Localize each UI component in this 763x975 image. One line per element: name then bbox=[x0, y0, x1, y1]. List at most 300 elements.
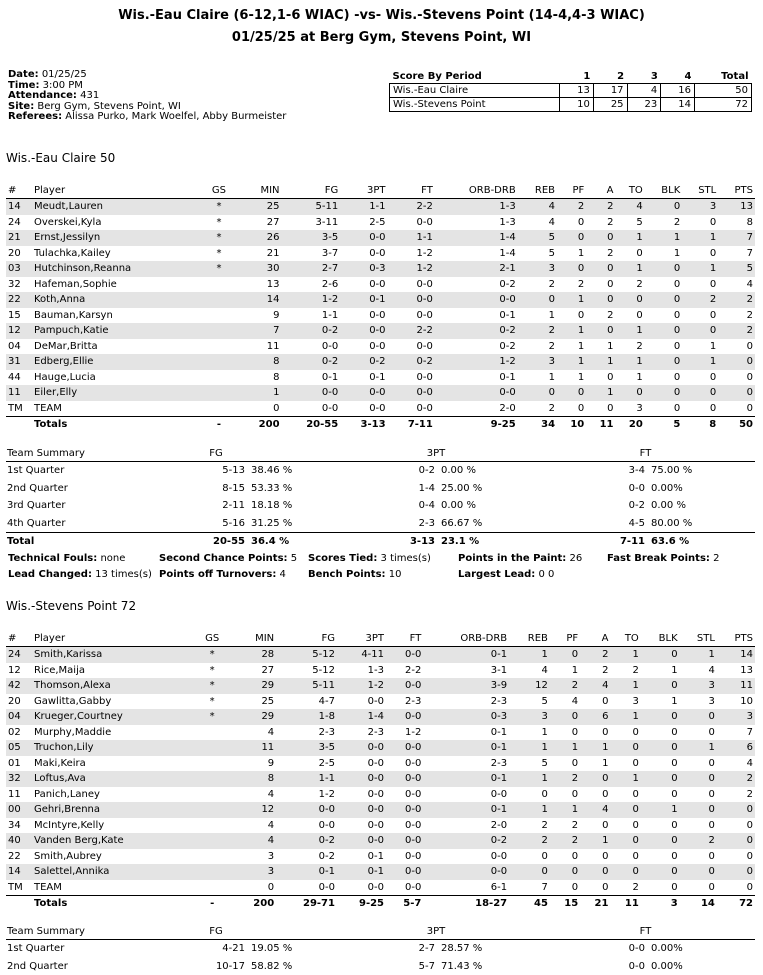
stat-cell: 1 bbox=[682, 339, 718, 355]
period-header-cell: Score By Period bbox=[390, 70, 560, 84]
stat-cell: 0-0 bbox=[276, 880, 337, 896]
column-header: REB bbox=[518, 182, 557, 199]
stat-cell: 0 bbox=[645, 292, 683, 308]
stat-cell: 1 bbox=[550, 740, 580, 756]
stat-cell: 3 bbox=[615, 401, 644, 417]
stat-cell: 01 bbox=[6, 756, 32, 772]
period-cell: 50 bbox=[695, 84, 752, 98]
stat-cell: 2-0 bbox=[435, 401, 518, 417]
stat-cell: 3 bbox=[717, 709, 755, 725]
stat-cell: 0-0 bbox=[388, 370, 435, 386]
stat-cell: 8 bbox=[234, 771, 276, 787]
stat-cell: 0-2 bbox=[276, 849, 337, 865]
stat-cell: 0 bbox=[641, 678, 680, 694]
stat-cell: 4 bbox=[234, 833, 276, 849]
stat-cell: 0-1 bbox=[340, 292, 387, 308]
period-cell: 10 bbox=[560, 98, 594, 112]
stat-cell bbox=[197, 323, 241, 339]
stat-cell: 9 bbox=[241, 308, 282, 324]
stat-cell: 3 bbox=[234, 864, 276, 880]
stat-cell: 1 bbox=[682, 261, 718, 277]
stat-cell bbox=[190, 725, 234, 741]
stat-cell: 2 bbox=[550, 818, 580, 834]
column-header: MIN bbox=[241, 182, 282, 199]
team1-box-score bbox=[6, 182, 755, 433]
totals-cell: 29-71 bbox=[276, 896, 337, 912]
stat-cell: 4-11 bbox=[337, 647, 386, 663]
stat-cell: 0-0 bbox=[337, 740, 386, 756]
column-header: 3PT bbox=[337, 630, 386, 647]
column-header: A bbox=[580, 630, 610, 647]
stat-cell: 1-2 bbox=[435, 354, 518, 370]
stat-cell: 0-1 bbox=[423, 647, 509, 663]
stat-cell: 20 bbox=[6, 246, 32, 262]
stat-cell: 7 bbox=[718, 246, 755, 262]
stat-cell: 0-0 bbox=[388, 308, 435, 324]
stat-cell: 12 bbox=[6, 663, 32, 679]
stat-cell: 0 bbox=[557, 261, 586, 277]
stat-cell bbox=[190, 833, 234, 849]
site-label: Site: bbox=[8, 101, 34, 112]
totals-cell: 200 bbox=[241, 417, 282, 433]
summary-cell: 4-5 bbox=[536, 515, 646, 533]
fast-break-label: Fast Break Points: bbox=[607, 553, 710, 564]
stat-cell: 3 bbox=[234, 849, 276, 865]
stat-cell: 1-2 bbox=[386, 725, 423, 741]
stat-cell: 2 bbox=[586, 215, 615, 231]
stat-cell: Rice,Maija bbox=[32, 663, 190, 679]
stat-cell: 21 bbox=[6, 230, 32, 246]
stat-cell: 0-0 bbox=[337, 771, 386, 787]
totals-cell: - bbox=[197, 417, 241, 433]
stat-cell: 28 bbox=[234, 647, 276, 663]
stat-cell: 1 bbox=[580, 756, 610, 772]
summary-cell: 25.00 % bbox=[436, 480, 536, 498]
stat-cell: 0 bbox=[718, 370, 755, 386]
stat-cell: 0 bbox=[641, 849, 680, 865]
stat-cell: 1 bbox=[557, 292, 586, 308]
stat-cell: 2 bbox=[580, 663, 610, 679]
stat-cell: 1 bbox=[610, 709, 640, 725]
stat-cell: 0-0 bbox=[386, 756, 423, 772]
stat-cell: 0 bbox=[550, 787, 580, 803]
stat-cell bbox=[197, 339, 241, 355]
page-subtitle: 01/25/25 at Berg Gym, Stevens Point, WI bbox=[0, 30, 763, 45]
player-row bbox=[6, 370, 755, 386]
stat-cell: 2-5 bbox=[340, 215, 387, 231]
stat-cell: 1-2 bbox=[388, 261, 435, 277]
attendance-value: 431 bbox=[80, 90, 99, 101]
stat-cell: 20 bbox=[6, 694, 32, 710]
stat-cell: 0-0 bbox=[276, 802, 337, 818]
stat-cell: 0 bbox=[641, 725, 680, 741]
stat-cell: 0-1 bbox=[423, 802, 509, 818]
stat-cell: 0 bbox=[645, 308, 683, 324]
player-row bbox=[6, 292, 755, 308]
referees-label: Referees: bbox=[8, 111, 62, 122]
stat-cell: 0-0 bbox=[337, 787, 386, 803]
summary-total-cell: 36.4 % bbox=[246, 533, 336, 551]
stat-cell: 0 bbox=[680, 880, 717, 896]
period-header-cell: 1 bbox=[560, 70, 594, 84]
stat-cell: 0-0 bbox=[276, 818, 337, 834]
stat-cell: 1 bbox=[550, 802, 580, 818]
team2-summary bbox=[6, 924, 755, 975]
summary-cell: 0-0 bbox=[536, 480, 646, 498]
stat-cell: TM bbox=[6, 880, 32, 896]
stat-cell: 4-7 bbox=[276, 694, 337, 710]
stat-cell: 11 bbox=[234, 740, 276, 756]
stat-cell bbox=[197, 277, 241, 293]
second-chance-value: 5 bbox=[291, 553, 297, 564]
stat-cell: 1 bbox=[645, 246, 683, 262]
stat-cell: 1 bbox=[586, 339, 615, 355]
stat-cell: 1 bbox=[610, 647, 640, 663]
stat-cell: 32 bbox=[6, 277, 32, 293]
stat-cell: 1 bbox=[241, 385, 282, 401]
column-header: FT bbox=[386, 630, 423, 647]
stat-cell bbox=[190, 849, 234, 865]
stat-cell: 1-1 bbox=[282, 308, 341, 324]
stat-cell: 8 bbox=[718, 215, 755, 231]
stat-cell: 22 bbox=[6, 292, 32, 308]
stat-cell: 4 bbox=[234, 818, 276, 834]
stat-cell: 0-0 bbox=[340, 246, 387, 262]
summary-total-cell: 63.6 % bbox=[646, 533, 755, 551]
stat-cell: 1 bbox=[580, 833, 610, 849]
stat-cell: 3-7 bbox=[282, 246, 341, 262]
stat-cell: 11 bbox=[6, 787, 32, 803]
period-cell: 4 bbox=[627, 84, 661, 98]
stat-cell: 1 bbox=[641, 802, 680, 818]
summary-row bbox=[6, 958, 755, 975]
stat-cell: 0-1 bbox=[435, 308, 518, 324]
stat-cell: 0-0 bbox=[423, 849, 509, 865]
stat-cell: 0 bbox=[682, 401, 718, 417]
totals-cell: 10 bbox=[557, 417, 586, 433]
stat-cell bbox=[190, 880, 234, 896]
column-header: GS bbox=[197, 182, 241, 199]
stat-cell: 1 bbox=[641, 694, 680, 710]
stat-cell: 0 bbox=[518, 292, 557, 308]
player-row bbox=[6, 199, 755, 215]
stat-cell: 5-12 bbox=[276, 663, 337, 679]
stat-cell: 0-0 bbox=[388, 385, 435, 401]
stat-cell: DeMar,Britta bbox=[32, 339, 197, 355]
player-row bbox=[6, 401, 755, 417]
stat-cell: 0 bbox=[610, 787, 640, 803]
stat-cell: 0-0 bbox=[388, 215, 435, 231]
column-header: FG bbox=[276, 630, 337, 647]
summary-cell: 2-7 bbox=[336, 940, 436, 958]
largest-lead-label: Largest Lead: bbox=[458, 569, 535, 580]
stat-cell: 25 bbox=[234, 694, 276, 710]
stat-cell: Truchon,Lily bbox=[32, 740, 190, 756]
summary-cell: 0-2 bbox=[536, 497, 646, 515]
totals-cell: 14 bbox=[680, 896, 717, 912]
stat-cell: Smith,Aubrey bbox=[32, 849, 190, 865]
stat-cell: 0 bbox=[610, 818, 640, 834]
stat-cell: 0-0 bbox=[386, 849, 423, 865]
stat-cell: 0 bbox=[580, 787, 610, 803]
stat-cell: 0-0 bbox=[386, 647, 423, 663]
stat-cell: 9 bbox=[234, 756, 276, 772]
totals-cell: 15 bbox=[550, 896, 580, 912]
player-row bbox=[6, 647, 755, 663]
stat-cell: 10 bbox=[717, 694, 755, 710]
stat-cell: 0-0 bbox=[386, 678, 423, 694]
stat-cell: 1 bbox=[615, 261, 644, 277]
stat-cell: 11 bbox=[241, 339, 282, 355]
summary-cell: 0-2 bbox=[336, 462, 436, 480]
stat-cell: 3-9 bbox=[423, 678, 509, 694]
stat-cell: * bbox=[197, 215, 241, 231]
column-header: Player bbox=[32, 630, 190, 647]
stat-cell: 0 bbox=[680, 771, 717, 787]
stat-cell: 0-2 bbox=[423, 833, 509, 849]
stat-cell: 3 bbox=[509, 709, 550, 725]
column-header: MIN bbox=[234, 630, 276, 647]
stat-cell: 2 bbox=[718, 323, 755, 339]
stat-cell: Hauge,Lucia bbox=[32, 370, 197, 386]
team1-summary bbox=[6, 446, 755, 551]
stat-cell: 22 bbox=[6, 849, 32, 865]
stat-cell: 29 bbox=[234, 678, 276, 694]
totals-cell: 5 bbox=[645, 417, 683, 433]
largest-lead-value: 0 0 bbox=[538, 569, 554, 580]
stat-cell: 0-0 bbox=[388, 401, 435, 417]
tech-fouls-value: none bbox=[100, 553, 125, 564]
column-header: TO bbox=[610, 630, 640, 647]
stat-cell: 2 bbox=[615, 339, 644, 355]
stat-cell: 0 bbox=[645, 354, 683, 370]
stat-cell: 4 bbox=[680, 663, 717, 679]
stat-cell: 0-2 bbox=[388, 354, 435, 370]
stat-cell: 4 bbox=[718, 277, 755, 293]
date-value: 01/25/25 bbox=[42, 69, 87, 80]
totals-cell bbox=[6, 417, 32, 433]
stat-cell: 1 bbox=[557, 354, 586, 370]
stat-cell: 2-2 bbox=[386, 663, 423, 679]
stat-cell: 0-2 bbox=[276, 833, 337, 849]
stat-cell: 0 bbox=[682, 308, 718, 324]
stat-cell: 2-2 bbox=[388, 323, 435, 339]
summary-cell: 0.00% bbox=[646, 940, 755, 958]
stat-cell: 0-0 bbox=[386, 833, 423, 849]
attendance-label: Attendance: bbox=[8, 90, 77, 101]
stat-cell: 2 bbox=[550, 678, 580, 694]
stat-cell: 1 bbox=[518, 308, 557, 324]
stat-cell: 2-1 bbox=[435, 261, 518, 277]
stat-cell: 2 bbox=[682, 292, 718, 308]
stat-cell: 0 bbox=[586, 261, 615, 277]
stat-cell bbox=[190, 771, 234, 787]
column-header: PTS bbox=[718, 182, 755, 199]
period-cell: 72 bbox=[695, 98, 752, 112]
totals-cell: 9-25 bbox=[337, 896, 386, 912]
stat-cell: 2 bbox=[557, 277, 586, 293]
stat-cell: 2 bbox=[518, 401, 557, 417]
player-row bbox=[6, 246, 755, 262]
period-row bbox=[390, 84, 752, 98]
stat-cell: Hafeman,Sophie bbox=[32, 277, 197, 293]
stat-cell: 0 bbox=[615, 246, 644, 262]
summary-cell: 2nd Quarter bbox=[6, 480, 96, 498]
summary-header: 3PT bbox=[336, 446, 536, 462]
stat-cell: 4 bbox=[518, 215, 557, 231]
stat-cell: 0-2 bbox=[340, 354, 387, 370]
scores-tied-label: Scores Tied: bbox=[308, 553, 377, 564]
summary-cell: 5-7 bbox=[336, 958, 436, 975]
stat-cell: 2-2 bbox=[388, 199, 435, 215]
stat-cell: 0-0 bbox=[282, 385, 341, 401]
stat-cell: 0 bbox=[557, 308, 586, 324]
stat-cell: 0-0 bbox=[337, 833, 386, 849]
stat-cell: 3-1 bbox=[423, 663, 509, 679]
stat-cell: 03 bbox=[6, 261, 32, 277]
summary-cell: 71.43 % bbox=[436, 958, 536, 975]
player-row bbox=[6, 339, 755, 355]
summary-cell: 19.05 % bbox=[246, 940, 336, 958]
stat-cell: 1 bbox=[557, 246, 586, 262]
stat-cell: 7 bbox=[717, 725, 755, 741]
stat-cell bbox=[197, 308, 241, 324]
stat-cell: 0 bbox=[580, 864, 610, 880]
stat-cell: 0-1 bbox=[423, 725, 509, 741]
stat-cell: 0 bbox=[718, 401, 755, 417]
stat-cell: 4 bbox=[234, 725, 276, 741]
stat-cell: 1 bbox=[586, 354, 615, 370]
referees-value: Alissa Purko, Mark Woelfel, Abby Burmeister bbox=[65, 111, 286, 122]
column-header: Player bbox=[32, 182, 197, 199]
stat-cell: 1 bbox=[682, 230, 718, 246]
stat-cell: 0 bbox=[580, 849, 610, 865]
stat-cell: 0-1 bbox=[276, 864, 337, 880]
stat-cell: 4 bbox=[580, 678, 610, 694]
stat-cell: 44 bbox=[6, 370, 32, 386]
totals-cell: Totals bbox=[32, 417, 197, 433]
summary-cell: 0.00 % bbox=[436, 497, 536, 515]
totals-cell: 8 bbox=[682, 417, 718, 433]
summary-cell: 75.00 % bbox=[646, 462, 755, 480]
stat-cell bbox=[190, 818, 234, 834]
stat-cell: 0 bbox=[557, 230, 586, 246]
summary-row bbox=[6, 940, 755, 958]
stat-cell: 0 bbox=[550, 849, 580, 865]
stat-cell: 1 bbox=[615, 230, 644, 246]
column-header: STL bbox=[682, 182, 718, 199]
stat-cell: 0 bbox=[645, 339, 683, 355]
stat-cell: 0-1 bbox=[423, 771, 509, 787]
totals-cell: 5-7 bbox=[386, 896, 423, 912]
stat-cell: 1-8 bbox=[276, 709, 337, 725]
summary-cell: 31.25 % bbox=[246, 515, 336, 533]
page-title: Wis.-Eau Claire (6-12,1-6 WIAC) -vs- Wis.-Stevens Point (14-4,4-3 WIAC) bbox=[0, 8, 763, 23]
stat-cell: 0-0 bbox=[386, 864, 423, 880]
stat-cell: 0-0 bbox=[337, 818, 386, 834]
totals-cell: 34 bbox=[518, 417, 557, 433]
totals-cell: 9-25 bbox=[435, 417, 518, 433]
stat-cell: 0 bbox=[718, 354, 755, 370]
stat-cell: 0-3 bbox=[340, 261, 387, 277]
score-by-period-table bbox=[389, 70, 752, 112]
column-header: # bbox=[6, 630, 32, 647]
summary-header: FT bbox=[536, 446, 755, 462]
stat-cell: 2-6 bbox=[282, 277, 341, 293]
stat-cell: * bbox=[197, 199, 241, 215]
stat-cell: Salettel,Annika bbox=[32, 864, 190, 880]
stat-cell: 0-0 bbox=[423, 787, 509, 803]
stat-cell: 2 bbox=[518, 339, 557, 355]
stat-cell: 0 bbox=[680, 709, 717, 725]
stat-cell: 21 bbox=[241, 246, 282, 262]
player-row bbox=[6, 678, 755, 694]
stat-cell: 0 bbox=[509, 787, 550, 803]
column-header: FT bbox=[388, 182, 435, 199]
stat-cell: 0 bbox=[557, 401, 586, 417]
stat-cell: Hutchinson,Reanna bbox=[32, 261, 197, 277]
summary-cell: 0.00% bbox=[646, 480, 755, 498]
stat-cell: 0-0 bbox=[386, 771, 423, 787]
stat-cell: 0 bbox=[550, 647, 580, 663]
stat-cell: * bbox=[190, 663, 234, 679]
stat-cell: 3-5 bbox=[276, 740, 337, 756]
stat-cell: 13 bbox=[718, 199, 755, 215]
period-cell: 14 bbox=[661, 98, 695, 112]
stat-cell: 12 bbox=[234, 802, 276, 818]
player-row bbox=[6, 756, 755, 772]
column-header: PTS bbox=[717, 630, 755, 647]
stat-cell: 0 bbox=[641, 787, 680, 803]
stat-cell: 0 bbox=[557, 385, 586, 401]
stat-cell: 3 bbox=[682, 199, 718, 215]
stat-cell: 1 bbox=[550, 663, 580, 679]
stat-cell bbox=[190, 864, 234, 880]
totals-cell: Totals bbox=[32, 896, 190, 912]
turnover-points-value: 4 bbox=[280, 569, 286, 580]
stat-cell: 0 bbox=[680, 818, 717, 834]
stat-cell: 0-2 bbox=[435, 339, 518, 355]
stat-cell: 0 bbox=[645, 199, 683, 215]
stat-cell: 0 bbox=[586, 401, 615, 417]
stat-cell: 2 bbox=[550, 833, 580, 849]
summary-cell: 1st Quarter bbox=[6, 462, 96, 480]
stat-cell: 0 bbox=[682, 246, 718, 262]
stat-cell: 0-1 bbox=[337, 864, 386, 880]
summary-total-cell: Total bbox=[6, 533, 96, 551]
stat-cell: 0-0 bbox=[435, 292, 518, 308]
stat-cell: 0 bbox=[580, 818, 610, 834]
summary-cell: 8-15 bbox=[96, 480, 246, 498]
stat-cell: 2-3 bbox=[337, 725, 386, 741]
stat-cell: 0 bbox=[610, 756, 640, 772]
stat-cell: 0 bbox=[641, 647, 680, 663]
stat-cell: 0 bbox=[550, 864, 580, 880]
summary-cell: 58.82 % bbox=[246, 958, 336, 975]
stat-cell: Eiler,Elly bbox=[32, 385, 197, 401]
stat-cell: 1 bbox=[586, 385, 615, 401]
stat-cell: * bbox=[190, 647, 234, 663]
stat-cell: 1 bbox=[645, 230, 683, 246]
stat-cell: 2 bbox=[645, 215, 683, 231]
stat-cell: 0-0 bbox=[386, 787, 423, 803]
stat-cell: 0 bbox=[509, 864, 550, 880]
stat-cell: 0 bbox=[641, 756, 680, 772]
stat-cell: 0-0 bbox=[340, 339, 387, 355]
stat-cell: 0 bbox=[615, 308, 644, 324]
player-row bbox=[6, 864, 755, 880]
stat-cell: 1 bbox=[557, 323, 586, 339]
